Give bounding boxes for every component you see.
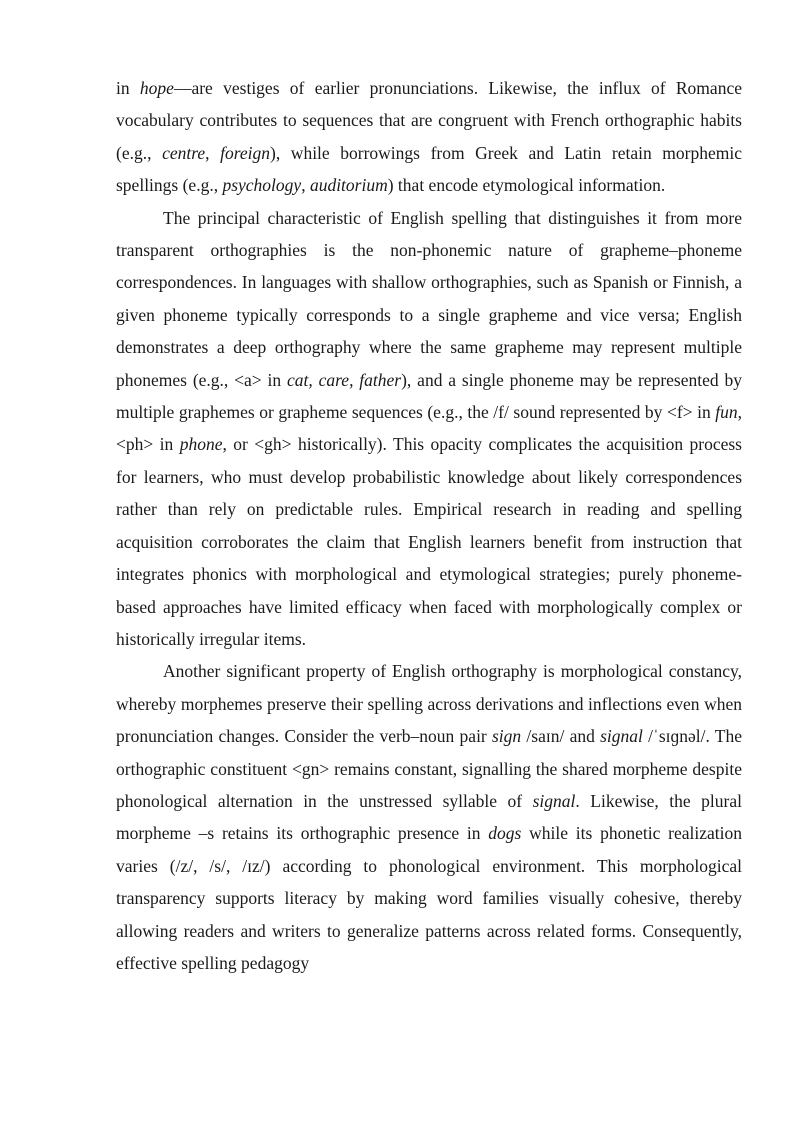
italic-term: cat, care, father (287, 369, 402, 390)
italic-term: auditorium (309, 175, 388, 196)
text-run: . Likewise, the plural morpheme –s retains its orthographic presence in (116, 790, 742, 844)
italic-term: foreign (220, 142, 271, 163)
text-run: , or <gh> historically). This opacity complicates the acquisition process for learners, who must develop probabilistic knowledge about likely correspondences rather than rely on predictable rules. Empirical research in reading and spelling acquisition corroborates the claim that English learners benefit from instruction that integrates phonics with morphological and etymological strategies; purely phoneme-based approaches have limited efficacy when faced with morphologically complex or historically irregular items. (116, 434, 742, 649)
text-run: ), and a single phoneme may be represented by multiple graphemes or grapheme sequences (e.g., the /f/ sound represented by <f> in (116, 369, 742, 423)
document-page (116, 72, 742, 979)
body-paragraph-2 (116, 202, 742, 656)
italic-term: fun (715, 402, 738, 423)
body-paragraph-3 (116, 655, 742, 979)
text-run: while its phonetic realization varies (/z/, /s/, /ɪz/) according to phonological environment. This morphological transparency supports literacy by making word families visually cohesive, thereby allowing readers and writers to generalize patterns across related forms. Consequently, effective spelling pedagogy (116, 823, 742, 973)
text-run: The principal characteristic of English spelling that distinguishes it from more transparent orthographies is the non-phonemic nature of grapheme–phoneme correspondences. In languages with shallow orthographies, such as Spanish or Finnish, a given phoneme typically corresponds to a single grapheme and vice versa; English demonstrates a deep orthography where the same grapheme may represent multiple phonemes (e.g., <a> in (116, 207, 742, 390)
italic-term: dogs (488, 823, 522, 844)
text-run: in (116, 78, 140, 98)
italic-term: signal (600, 726, 643, 747)
text-run: ), while borrowings from Greek and Latin retain morphemic spellings (e.g., (116, 142, 742, 196)
italic-term: centre (162, 142, 206, 163)
text-run: , (205, 142, 221, 163)
italic-term: signal (532, 790, 576, 811)
text-run: /saɪn/ and (521, 726, 601, 747)
italic-term: phone (179, 434, 223, 455)
text-run: ) that encode etymological information. (387, 175, 666, 196)
italic-term: psychology (222, 175, 302, 196)
text-run: , <ph> in (116, 402, 742, 455)
italic-term: sign (492, 726, 522, 747)
text-run: —are vestiges of earlier pronunciations. Likewise, the influx of Romance vocabulary contributes to sequences that are congruent with French orthographic habits (e.g., (116, 78, 742, 163)
text-run: /ˈsɪɡnəl/. The orthographic constituent <gn> remains constant, signalling the shared morpheme despite phonological alternation in the unstressed syllable of (116, 726, 742, 811)
italic-term: hope (139, 78, 174, 98)
body-paragraph-1 (116, 72, 742, 202)
text-run: Another significant property of English orthography is morphological constancy, whereby morphemes preserve their spelling across derivations and inflections even when pronunciation changes. Consider the verb–noun pair (116, 661, 742, 747)
text-run: , (301, 175, 310, 196)
